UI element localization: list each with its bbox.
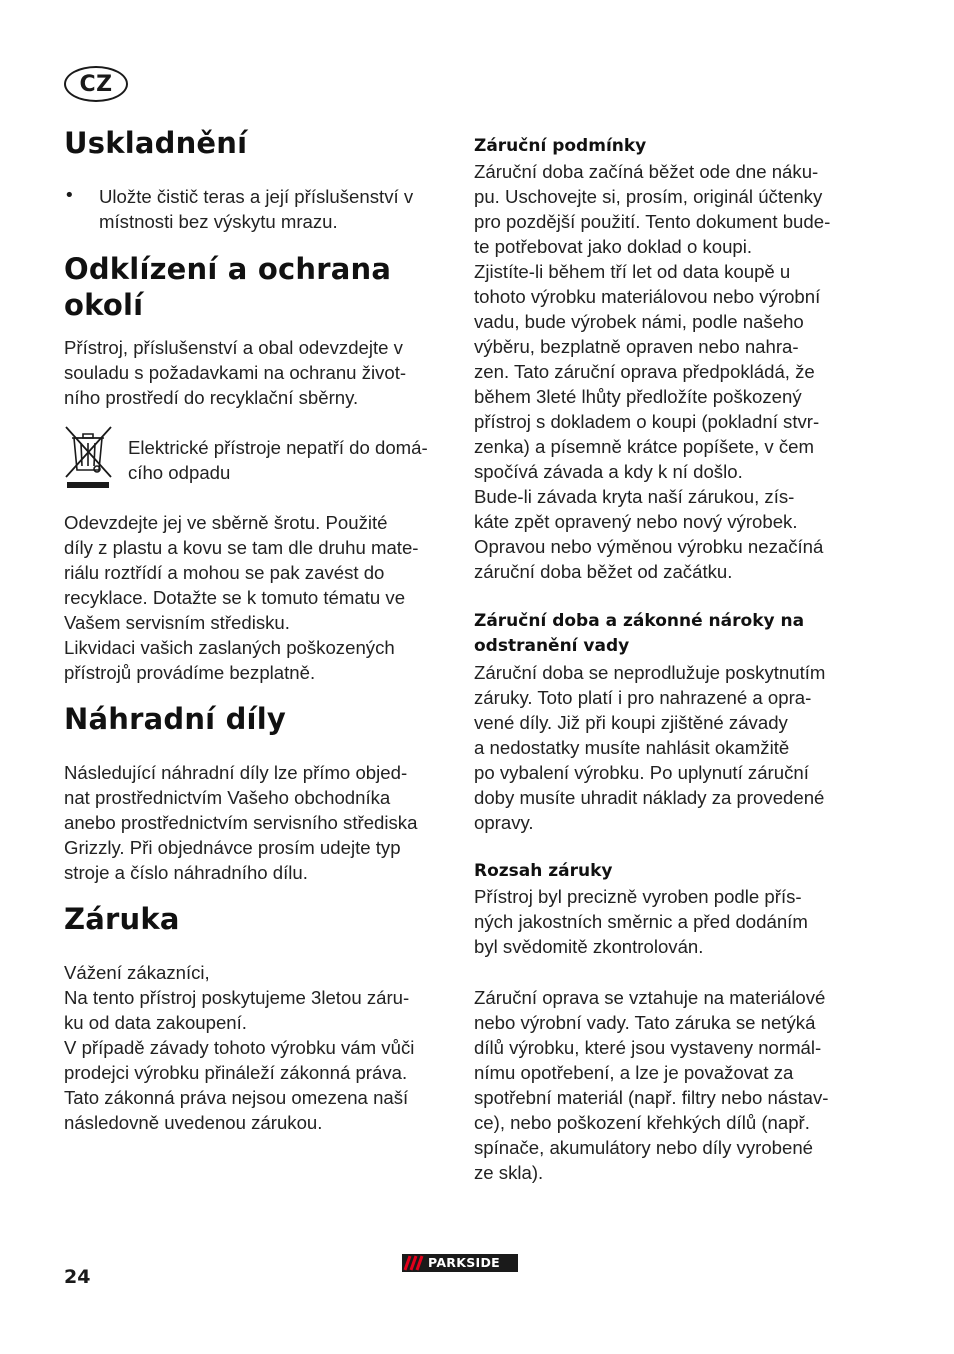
storage-title: Uskladnění [64, 126, 248, 160]
language-badge [64, 66, 128, 102]
brand-name: PARKSIDE [428, 1255, 500, 1270]
spare-parts-title: Náhradní díly [64, 702, 286, 736]
weee-note: Elektrické přístroje nepatří do domá- cího odpadu [128, 437, 428, 483]
parkside-logo [402, 1254, 518, 1272]
disposal-scrap-text: Odevzdejte jej ve sběrně šrotu. Použité díly z plastu a kovu se tam dle druhu mate- riálu roztřídí a mohou se pak zavést do recyklace. Dotažte se k tomuto tématu ve Vašem servisním středisku. Likvidaci vašich zaslaných poškozených přístrojů provádíme bezplatně. [64, 512, 419, 683]
scope-text-2: Záruční oprava se vztahuje na materiálové nebo výrobní vady. Tato záruka se netýká dílů výrobku, které jsou vystaveny normál- nímu opotřebení, a lze je považovat za spotřební materiál (např. filtry nebo nástav- ce), nebo poškození křehkých dílů (např. spínače, akumulátory nebo díly vyrobené ze skla). [474, 987, 829, 1183]
warranty-title: Záruka [64, 902, 180, 936]
disposal-title: Odklízení a ochrana okolí [64, 252, 392, 322]
scope-text-1: Přístroj byl precizně vyroben podle přís- ných jakostních směrnic a před dodáním byl svědomitě zkontrolován. [474, 886, 808, 957]
period-heading: Záruční doba a zákonné nároky na odstranění vady [474, 611, 805, 656]
period-text: Záruční doba se neprodlužuje poskytnutím záruky. Toto platí i pro nahrazené a opra- vené díly. Již při koupi zjištěné závady a nedostatky musíte nahlásit okamžitě po vybalení výrobku. Po uplynutí záruční doby musíte uhradit náklady za provedené opravy. [474, 662, 826, 833]
page-number: 24 [64, 1266, 91, 1288]
conditions-text: Záruční doba začíná běžet ode dne náku- pu. Uschovejte si, prosím, originál účtenky pro pozdější použití. Tento dokument bude- te potřebovat jako doklad o koupi. Zjistíte-li během tří let od data koupě u tohoto výrobku materiálovou nebo výrobní vadu, bude výrobek námi, podle našeho výběru, bezplatně opraven nebo nahra- zen. Tato záruční oprava předpokládá, že během 3leté lhůty předložíte poškozený přístroj s dokladem o koupi (pokladní stvr- zenka) a písemně krátce popíšete, v čem spočívá závada a kdy k ní došlo. Bude-li závada kryta naší zárukou, zís- káte zpět opravený nebo nový výrobek. Opravou nebo výměnou výrobku nezačíná záruční doba běžet od začátku. [474, 161, 831, 582]
language-code: CZ [79, 71, 113, 97]
spare-parts-text: Následující náhradní díly lze přímo objed- nat prostřednictvím Vašeho obchodníka anebo prostřednictvím servisního střediska Grizzly. Při objednávce prosím udejte typ stroje a číslo náhradního dílu. [64, 762, 418, 883]
slash-stripes-icon [402, 1254, 428, 1272]
warranty-intro-text: Vážení zákazníci, Na tento přístroj poskytujeme 3letou záru- ku od data zakoupení. V případě závady tohoto výrobku vám vůči prodejci výrobku přináleží zákonná práva. Tato zákonná práva nejsou omezena naší následovně uvedenou zárukou. [64, 962, 415, 1133]
bullet-dot: • [64, 185, 75, 206]
disposal-intro: Přístroj, příslušenství a obal odevzdejte v souladu s požadavkami na ochranu život- ního prostředí do recyklační sběrny. [64, 337, 407, 408]
conditions-heading: Záruční podmínky [474, 136, 647, 156]
storage-bullet-text: Uložte čistič teras a její příslušenství v místnosti bez výskytu mrazu. [99, 186, 414, 232]
crossed-out-wheelie-bin-icon [64, 424, 114, 490]
scope-heading: Rozsah záruky [474, 861, 613, 881]
